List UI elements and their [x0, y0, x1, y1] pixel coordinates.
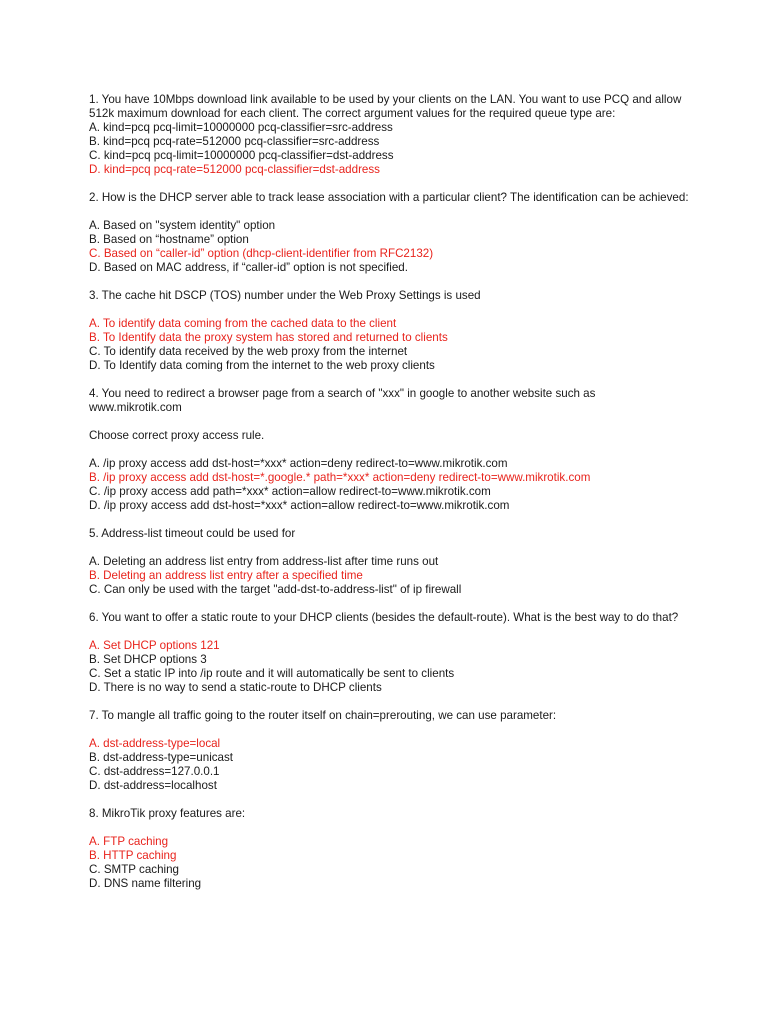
question-1-stem: 1. You have 10Mbps download link available to be used by your clients on the LAN. You want to use PCQ and allow 512k maximum download for each client. The correct argument values for the required queue type are: [89, 93, 682, 120]
question-3-options [89, 317, 689, 373]
question-8-option-d: D. DNS name filtering [89, 877, 202, 890]
question-2-stem: 2. How is the DHCP server able to track lease association with a particular client? The identification can be achieved: [89, 191, 689, 204]
question-4-options [89, 457, 689, 513]
question-5-stem: 5. Address-list timeout could be used for [89, 527, 296, 540]
question-8-option-a: A. FTP caching [89, 835, 169, 848]
document-page [89, 93, 689, 905]
question-7-option-a: A. dst-address-type=local [89, 737, 221, 750]
question-3-option-b: B. To Identify data the proxy system has stored and returned to clients [89, 331, 448, 344]
question-8-stem: 8. MikroTik proxy features are: [89, 807, 246, 820]
question-7-options [89, 737, 689, 793]
question-7 [89, 709, 689, 793]
question-1 [89, 93, 689, 177]
question-1-options [89, 121, 689, 177]
question-1-option-b: B. kind=pcq pcq-rate=512000 pcq-classifier=src-address [89, 135, 380, 148]
question-5-option-c: C. Can only be used with the target "add-dst-to-address-list" of ip firewall [89, 583, 462, 596]
question-3-option-d: D. To Identify data coming from the internet to the web proxy clients [89, 359, 435, 372]
question-3 [89, 289, 689, 373]
question-6-option-c: C. Set a static IP into /ip route and it will automatically be sent to clients [89, 667, 455, 680]
question-8-option-c: C. SMTP caching [89, 863, 179, 876]
question-2-option-c: C. Based on “caller-id” option (dhcp-client-identifier from RFC2132) [89, 247, 434, 260]
question-1-option-d: D. kind=pcq pcq-rate=512000 pcq-classifier=dst-address [89, 163, 380, 176]
question-8-option-b: B. HTTP caching [89, 849, 177, 862]
question-4 [89, 387, 689, 513]
question-7-stem: 7. To mangle all traffic going to the router itself on chain=prerouting, we can use parameter: [89, 709, 557, 722]
question-3-stem: 3. The cache hit DSCP (TOS) number under the Web Proxy Settings is used [89, 289, 481, 302]
question-6-options [89, 639, 689, 695]
question-2-option-a: A. Based on "system identity" option [89, 219, 276, 232]
question-5 [89, 527, 689, 597]
question-8 [89, 807, 689, 891]
question-2-options [89, 219, 689, 275]
question-2-option-d: D. Based on MAC address, if “caller-id” option is not specified. [89, 261, 408, 274]
question-3-option-a: A. To identify data coming from the cached data to the client [89, 317, 397, 330]
question-7-option-d: D. dst-address=localhost [89, 779, 217, 792]
question-5-option-b: B. Deleting an address list entry after a specified time [89, 569, 363, 582]
question-2 [89, 191, 689, 275]
question-4-option-d: D. /ip proxy access add dst-host=*xxx* action=allow redirect-to=www.mikrotik.com [89, 499, 510, 512]
question-2-option-b: B. Based on “hostname” option [89, 233, 249, 246]
question-4-stem: 4. You need to redirect a browser page from a search of "xxx" in google to another website such as www.mikrotik.com [89, 387, 596, 414]
question-5-option-a: A. Deleting an address list entry from address-list after time runs out [89, 555, 439, 568]
question-6-option-b: B. Set DHCP options 3 [89, 653, 207, 666]
question-7-option-b: B. dst-address-type=unicast [89, 751, 234, 764]
question-4-instruction: Choose correct proxy access rule. [89, 429, 265, 442]
question-1-option-a: A. kind=pcq pcq-limit=10000000 pcq-classifier=src-address [89, 121, 393, 134]
question-3-option-c: C. To identify data received by the web proxy from the internet [89, 345, 408, 358]
question-7-option-c: C. dst-address=127.0.0.1 [89, 765, 220, 778]
question-6 [89, 611, 689, 695]
question-5-options [89, 555, 689, 597]
question-1-option-c: C. kind=pcq pcq-limit=10000000 pcq-classifier=dst-address [89, 149, 394, 162]
question-6-option-a: A. Set DHCP options 121 [89, 639, 220, 652]
question-8-options [89, 835, 689, 891]
question-4-option-c: C. /ip proxy access add path=*xxx* action=allow redirect-to=www.mikrotik.com [89, 485, 491, 498]
question-4-option-a: A. /ip proxy access add dst-host=*xxx* action=deny redirect-to=www.mikrotik.com [89, 457, 508, 470]
question-6-stem: 6. You want to offer a static route to your DHCP clients (besides the default-route). What is the best way to do that? [89, 611, 679, 624]
question-6-option-d: D. There is no way to send a static-route to DHCP clients [89, 681, 382, 694]
question-4-option-b: B. /ip proxy access add dst-host=*.google.* path=*xxx* action=deny redirect-to=www.mikrotik.com [89, 471, 591, 484]
